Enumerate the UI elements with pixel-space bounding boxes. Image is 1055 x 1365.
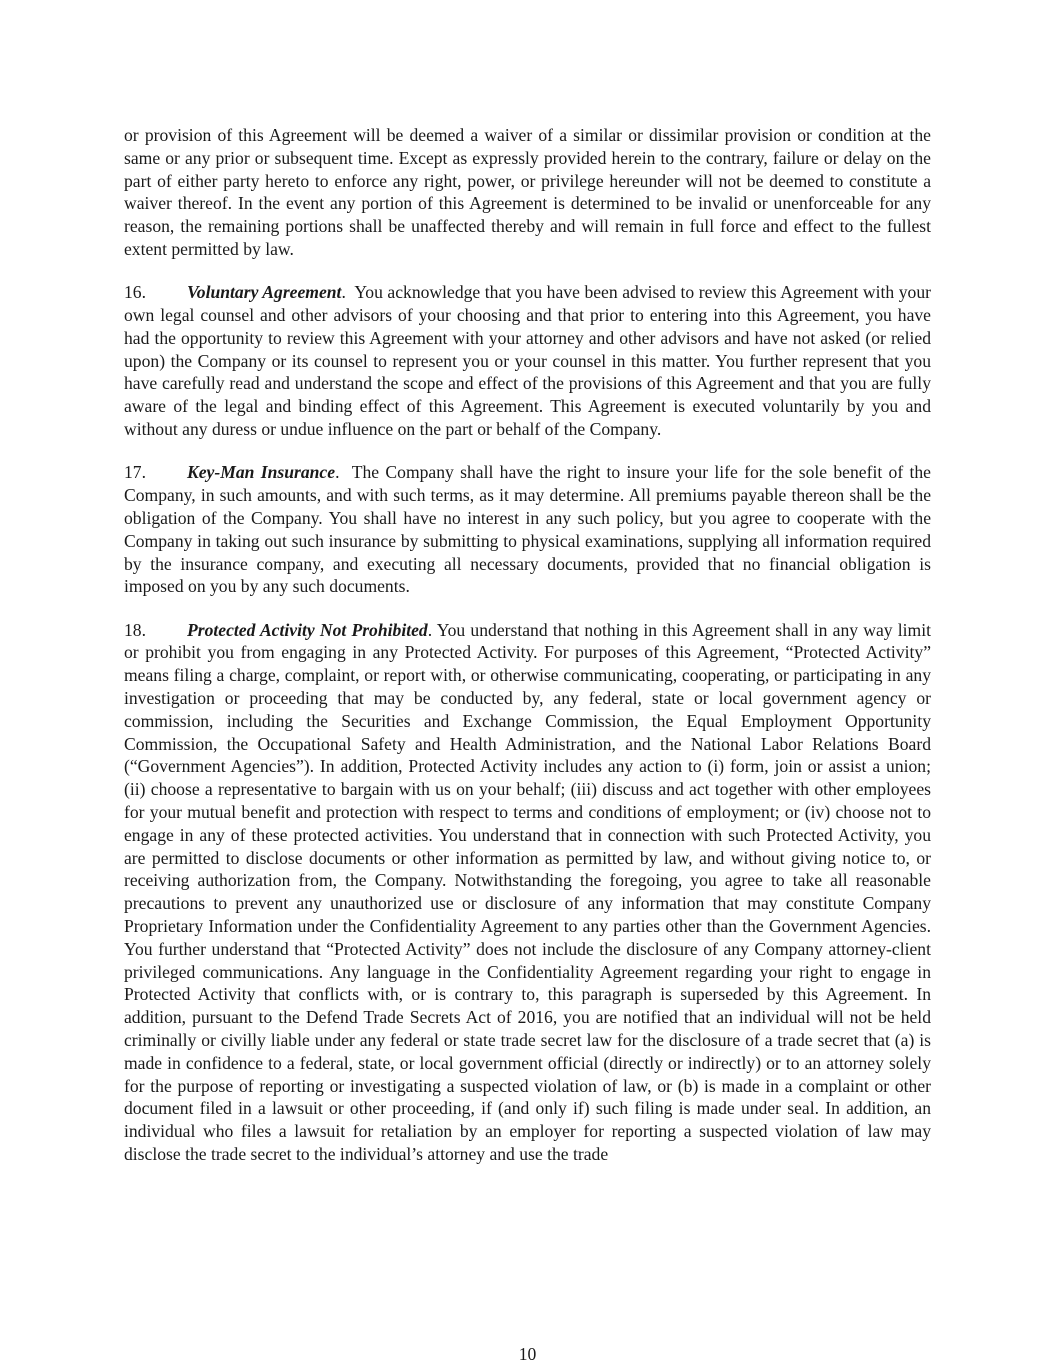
section-16-number: 16.	[124, 282, 146, 303]
section-18-paragraph	[124, 619, 931, 1166]
section-17-paragraph	[124, 461, 931, 598]
section-18-number: 18.	[124, 619, 146, 640]
section-16-heading: Voluntary Agreement	[187, 282, 342, 303]
section-17-heading: Key-Man Insurance	[187, 462, 336, 483]
page-number: 10	[518, 1344, 537, 1364]
section-17-body: The Company shall have the right to insure your life for the sole benefit of the Company, in such amounts, and with such terms, as it may determine. All premiums payable thereon shall be the obligation of the Company. You shall have no interest in any such policy, but you agree to cooperate with the Company in taking out such insurance by submitting to physical examinations, supplying all information required by the insurance company, and executing all necessary documents, provided that no financial obligation is imposed on you by any such documents.	[124, 462, 931, 597]
section-16-paragraph	[124, 281, 931, 441]
section-18-heading: Protected Activity Not Prohibited	[187, 619, 428, 640]
section-18-heading-punct: .	[427, 619, 433, 640]
continuation-paragraph: or provision of this Agreement will be deemed a waiver of a similar or dissimilar provision or condition at the same or any prior or subsequent time. Except as expressly provided herein to the contrary, failure or delay on the part of either party hereto to enforce any right, power, or privilege hereunder will not be deemed to constitute a waiver thereof. In the event any portion of this Agreement is determined to be invalid or unenforceable for any reason, the remaining portions shall be unaffected thereby and will remain in full force and effect to the fullest extent permitted by law.	[124, 125, 931, 259]
section-17-heading-punct: .	[335, 462, 340, 483]
section-16-heading-punct: .	[341, 282, 346, 303]
document-page	[124, 124, 931, 1186]
section-18-body: You understand that nothing in this Agreement shall in any way limit or prohibit you from engaging in any Protected Activity. For purposes of this Agreement, “Protected Activity” means filing a charge, complaint, or report with, or otherwise communicating, cooperating, or participating in any investigation or proceeding that may be conducted by, any federal, state or local government agency or commission, including the Securities and Exchange Commission, the Equal Employment Opportunity Commission, the Occupational Safety and Health Administration, and the National Labor Relations Board (“Government Agencies”). In addition, Protected Activity includes any action to (i) form, join or assist a union; (ii) choose a representative to bargain with us on your behalf; (iii) discuss and act together with other employees for your mutual benefit and protection with respect to terms and conditions of employment; or (iv) choose not to engage in any of these protected activities. You understand that in connection with such Protected Activity, you are permitted to disclose documents or other information as permitted by law, and without giving notice to, or receiving authorization from, the Company. Notwithstanding the foregoing, you agree to take all reasonable precautions to prevent any unauthorized use or disclosure of any information that may constitute Company Proprietary Information under the Confidentiality Agreement to any parties other than the Government Agencies. You further understand that “Protected Activity” does not include the disclosure of any Company attorney-client privileged communications. Any language in the Confidentiality Agreement regarding your right to engage in Protected Activity that conflicts with, or is contrary to, this paragraph is superseded by this Agreement. In addition, pursuant to the Defend Trade Secrets Act of 2016, you are notified that an individual will not be held criminally or civilly liable under any federal or state trade secret law for the disclosure of a trade secret that (a) is made in confidence to a federal, state, or local government official (directly or indirectly) or to an attorney solely for the purpose of reporting or investigating a suspected violation of law, or (b) is made in a complaint or other document filed in a lawsuit or other proceeding, if (and only if) such filing is made under seal. In addition, an individual who files a lawsuit for retaliation by an employer for reporting a suspected violation of law may disclose the trade secret to the individual’s attorney and use the trade	[124, 619, 932, 1164]
section-17-number: 17.	[124, 462, 146, 483]
section-16-body: You acknowledge that you have been advised to review this Agreement with your own legal counsel and other advisors of your choosing and that prior to entering into this Agreement, you have had the opportunity to review this Agreement with your attorney and other advisors and have not asked (or relied upon) the Company or its counsel to represent you or your counsel in this matter. You further represent that you have carefully read and understand the scope and effect of the provisions of this Agreement and that you are fully aware of the legal and binding effect of this Agreement. This Agreement is executed voluntarily by you and without any duress or undue influence on the part or behalf of the Company.	[124, 282, 931, 440]
